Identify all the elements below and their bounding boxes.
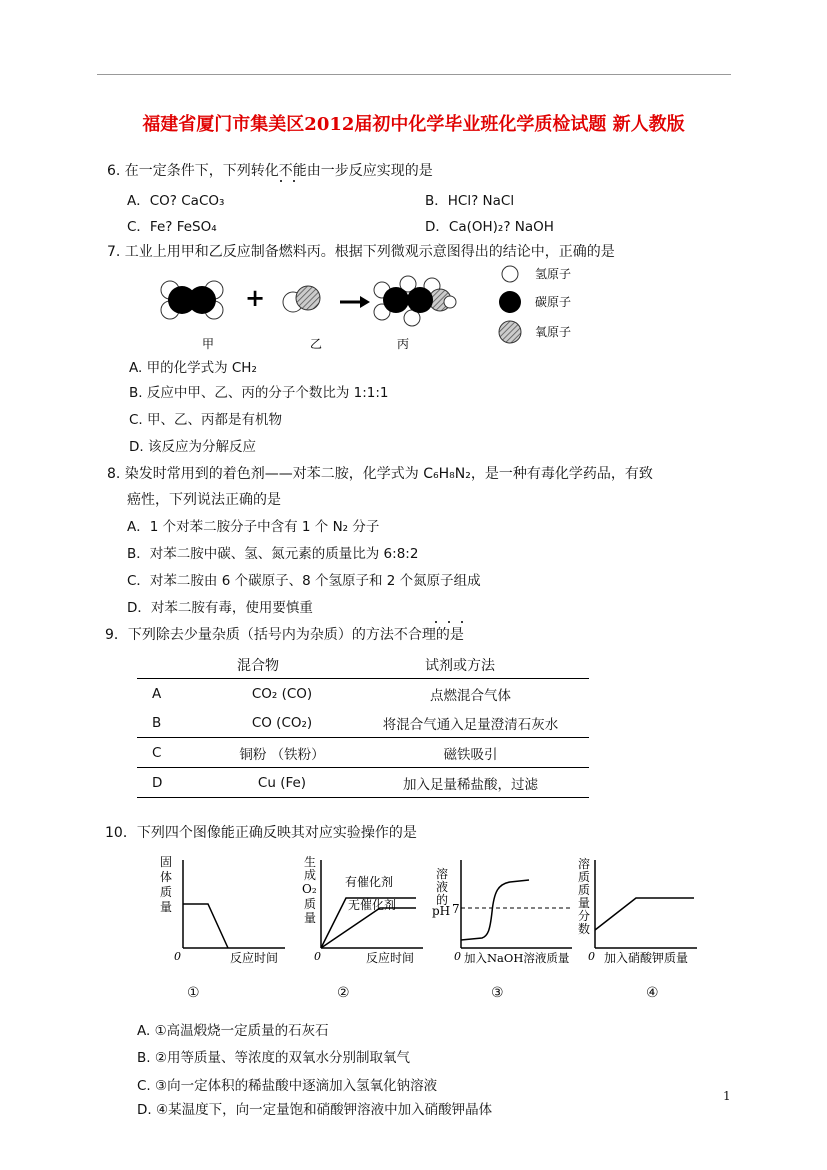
graph-3-ph-mark: 7 — [452, 902, 460, 916]
table-header-method: 试剂或方法 — [425, 658, 495, 674]
svg-text:成: 成 — [304, 868, 317, 882]
label-bing: 丙 — [397, 337, 410, 351]
graph-4-xlabel: 加入硝酸钾质量 — [604, 951, 689, 965]
row-mixture: Cu (Fe) — [212, 768, 352, 798]
row-method: 将混合气通入足量澄清石灰水 — [382, 716, 559, 733]
table-row — [137, 679, 589, 709]
question-10-option-c: C. ③向一定体积的稀盐酸中逐滴加入氢氧化钠溶液 — [137, 1078, 438, 1094]
graph-3-number: ③ — [491, 985, 504, 1001]
graph-2-label-no-catalyst: 无催化剂 — [348, 898, 397, 912]
table-row — [137, 738, 589, 768]
svg-text:数: 数 — [578, 922, 591, 936]
graph-2-curve-no-catalyst — [321, 908, 416, 948]
graph-4-curve — [595, 898, 694, 930]
question-8-option-d: D．对苯二胺有毒，使用要慎重 — [127, 600, 313, 616]
question-10-option-a: A. ①高温煅烧一定质量的石灰石 — [137, 1023, 329, 1039]
graph-1 — [150, 852, 290, 977]
reaction-diagram — [150, 262, 600, 357]
row-method: 点燃混合气体 — [352, 679, 589, 709]
graph-3-xlabel: 加入NaOH溶液质量 — [464, 951, 570, 965]
question-7-option-d: D. 该反应为分解反应 — [129, 439, 256, 455]
graph-2-xlabel: 反应时间 — [366, 951, 415, 965]
graph-1-curve — [183, 904, 228, 948]
page-number: 1 — [723, 1089, 731, 1103]
row-key: C — [137, 738, 212, 768]
page-title: 福建省厦门市集美区2012届初中化学毕业班化学质检试题 新人教版 — [142, 114, 685, 135]
svg-text:体: 体 — [160, 870, 173, 884]
graph-3-curve — [461, 880, 529, 940]
reaction-arrow — [340, 296, 370, 308]
svg-text:的: 的 — [436, 893, 449, 907]
question-10-option-b: B. ②用等质量、等浓度的双氧水分别制取氧气 — [137, 1050, 410, 1066]
graph-4 — [572, 852, 702, 977]
emphasis-dot — [435, 621, 437, 623]
question-8-option-b: B．对苯二胺中碳、氢、氮元素的质量比为 6:8:2 — [127, 546, 419, 562]
graph-1-xlabel: 反应时间 — [230, 951, 279, 965]
svg-text:O₂: O₂ — [302, 882, 317, 896]
row-method: 加入足量稀盐酸，过滤 — [352, 768, 589, 798]
question-8-stem-line2: 癌性，下列说法正确的是 — [127, 492, 281, 508]
svg-text:质: 质 — [578, 883, 591, 897]
question-7-option-c: C. 甲、乙、丙都是有机物 — [129, 412, 283, 428]
svg-text:0: 0 — [454, 950, 461, 963]
svg-text:0: 0 — [588, 950, 595, 963]
row-mixture: CO (CO₂) — [251, 714, 313, 731]
question-7-stem: 7. 工业上用甲和乙反应制备燃料丙。根据下列微观示意图得出的结论中，正确的是 — [107, 244, 615, 260]
row-mixture: 铜粉 （铁粉） — [212, 738, 352, 768]
row-key: B — [152, 714, 162, 731]
legend — [499, 266, 571, 343]
svg-text:量: 量 — [304, 911, 317, 925]
header-rule — [97, 74, 731, 75]
svg-text:量: 量 — [160, 900, 173, 914]
legend-oxygen: 氧原子 — [535, 325, 572, 339]
emphasis-dot — [280, 180, 282, 182]
question-9-stem: 9．下列除去少量杂质（括号内为杂质）的方法不合理的是 — [105, 627, 464, 643]
row-key: A — [137, 679, 212, 709]
molecule-jia — [161, 281, 223, 319]
table-row — [137, 708, 589, 738]
question-6-option-c: C．Fe? FeSO₄ — [127, 219, 217, 235]
question-8-option-a: A．1 个对苯二胺分子中含有 1 个 N₂ 分子 — [127, 519, 380, 535]
emphasis-dot — [293, 180, 295, 182]
row-mixture: CO₂ (CO) — [212, 679, 352, 709]
graph-4-ylabel: 溶 — [578, 857, 591, 871]
question-8-stem-line1: 8. 染发时常用到的着色剂——对苯二胺，化学式为 C₆H₈N₂，是一种有毒化学药品，有致 — [107, 466, 653, 482]
graph-2 — [298, 852, 428, 977]
emphasis-dot — [461, 621, 463, 623]
svg-text:质: 质 — [578, 870, 591, 884]
svg-text:0: 0 — [314, 950, 321, 963]
emphasis-dot — [448, 621, 450, 623]
graph-2-label-catalyst: 有催化剂 — [345, 875, 394, 889]
question-7-option-a: A. 甲的化学式为 CH₂ — [129, 360, 257, 376]
row-method: 磁铁吸引 — [352, 738, 589, 768]
molecule-bing — [374, 276, 456, 326]
graph-1-number: ① — [187, 985, 200, 1001]
question-8-option-c: C．对苯二胺由 6 个碳原子、8 个氢原子和 2 个氮原子组成 — [127, 573, 481, 589]
table-header-mixture: 混合物 — [237, 658, 279, 674]
table-row — [137, 768, 589, 798]
question-10-stem: 10．下列四个图像能正确反映其对应实验操作的是 — [105, 825, 417, 841]
svg-text:质: 质 — [304, 897, 317, 911]
graph-4-number: ④ — [646, 985, 659, 1001]
label-yi: 乙 — [310, 337, 323, 351]
molecule-yi — [283, 286, 320, 312]
legend-carbon: 碳原子 — [535, 295, 572, 309]
graph-1-ylabel: 固 — [160, 855, 173, 869]
graph-3 — [432, 852, 582, 977]
legend-hydrogen: 氢原子 — [535, 267, 572, 281]
question-6-option-d: D．Ca(OH)₂? NaOH — [425, 219, 554, 235]
svg-text:pH: pH — [432, 904, 451, 918]
graph-2-number: ② — [337, 985, 350, 1001]
question-6-option-b: B．HCl? NaCl — [425, 193, 515, 209]
label-jia: 甲 — [202, 337, 215, 351]
row-key: D — [137, 768, 212, 798]
impurity-table — [137, 678, 589, 798]
question-10-option-d: D. ④某温度下，向一定量饱和硝酸钾溶液中加入硝酸钾晶体 — [137, 1102, 493, 1118]
svg-text:分: 分 — [578, 909, 591, 923]
svg-text:质: 质 — [160, 885, 173, 899]
question-7-option-b: B. 反应中甲、乙、丙的分子个数比为 1:1:1 — [129, 385, 389, 401]
question-6-stem: 6. 在一定条件下，下列转化不能由一步反应实现的是 — [107, 163, 433, 179]
svg-text:量: 量 — [578, 896, 591, 910]
plus-sign: + — [245, 283, 266, 312]
graph-2-ylabel: 生 — [304, 855, 317, 869]
question-6-option-a: A．CO? CaCO₃ — [127, 193, 225, 209]
graph-3-ylabel: 溶 — [436, 867, 449, 881]
svg-text:0: 0 — [174, 950, 181, 963]
svg-text:液: 液 — [436, 880, 449, 894]
